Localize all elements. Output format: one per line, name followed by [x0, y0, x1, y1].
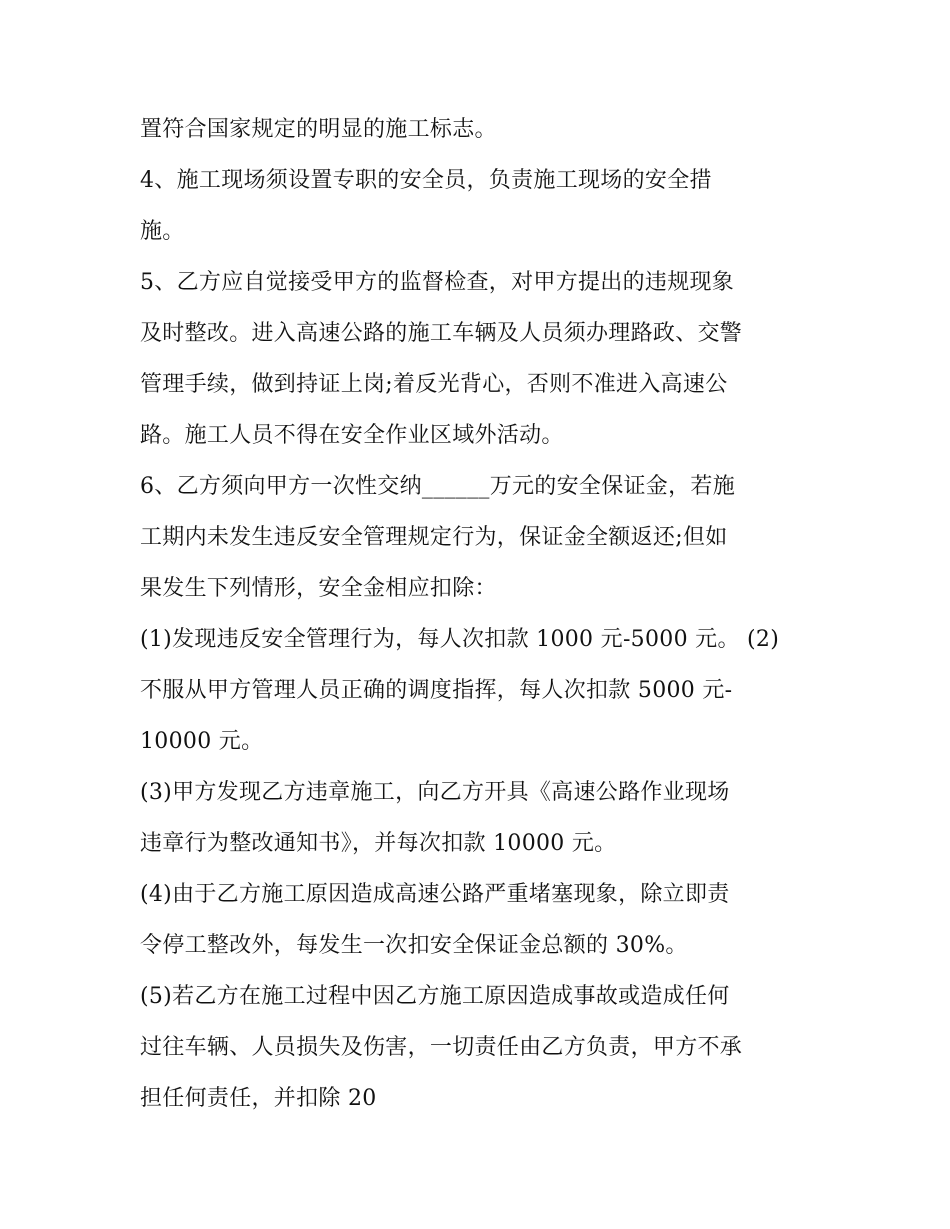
- text-line: 6、乙方须向甲方一次性交纳______万元的安全保证金，若施: [140, 474, 735, 499]
- text-line: (1)发现违反安全管理行为，每人次扣款 1000 元-5000 元。 (2): [140, 627, 780, 652]
- text-line: 置符合国家规定的明显的施工标志。: [140, 117, 497, 142]
- text-line: 不服从甲方管理人员正确的调度指挥，每人次扣款 5000 元-: [140, 678, 733, 703]
- text-line: 果发生下列情形，安全金相应扣除：: [140, 576, 497, 601]
- text-line: 路。施工人员不得在安全作业区域外活动。: [140, 423, 564, 448]
- text-line: (4)由于乙方施工原因造成高速公路严重堵塞现象，除立即责: [140, 882, 730, 907]
- text-line: 违章行为整改通知书》，并每次扣款 10000 元。: [140, 831, 617, 856]
- text-line: 令停工整改外，每发生一次扣安全保证金总额的 30%。: [140, 933, 688, 958]
- text-line: 4、施工现场须设置专职的安全员，负责施工现场的安全措: [140, 168, 712, 193]
- text-line: 过往车辆、人员损失及伤害，一切责任由乙方负责，甲方不承: [140, 1035, 743, 1060]
- text-line: (5)若乙方在施工过程中因乙方施工原因造成事故或造成任何: [140, 984, 730, 1009]
- text-line: 10000 元。: [140, 729, 264, 754]
- document-body: [140, 108, 830, 1128]
- text-line: 工期内未发生违反安全管理规定行为，保证金全额返还;但如: [140, 525, 728, 550]
- text-line: 施。: [140, 219, 185, 244]
- text-line: 5、乙方应自觉接受甲方的监督检查，对甲方提出的违规现象: [140, 270, 735, 295]
- text-line: 及时整改。进入高速公路的施工车辆及人员须办理路政、交警: [140, 321, 743, 346]
- text-line: (3)甲方发现乙方违章施工，向乙方开具《高速公路作业现场: [140, 780, 730, 805]
- text-line: 管理手续，做到持证上岗;着反光背心，否则不准进入高速公: [140, 372, 728, 397]
- text-line: 担任何责任，并扣除 20: [140, 1086, 377, 1111]
